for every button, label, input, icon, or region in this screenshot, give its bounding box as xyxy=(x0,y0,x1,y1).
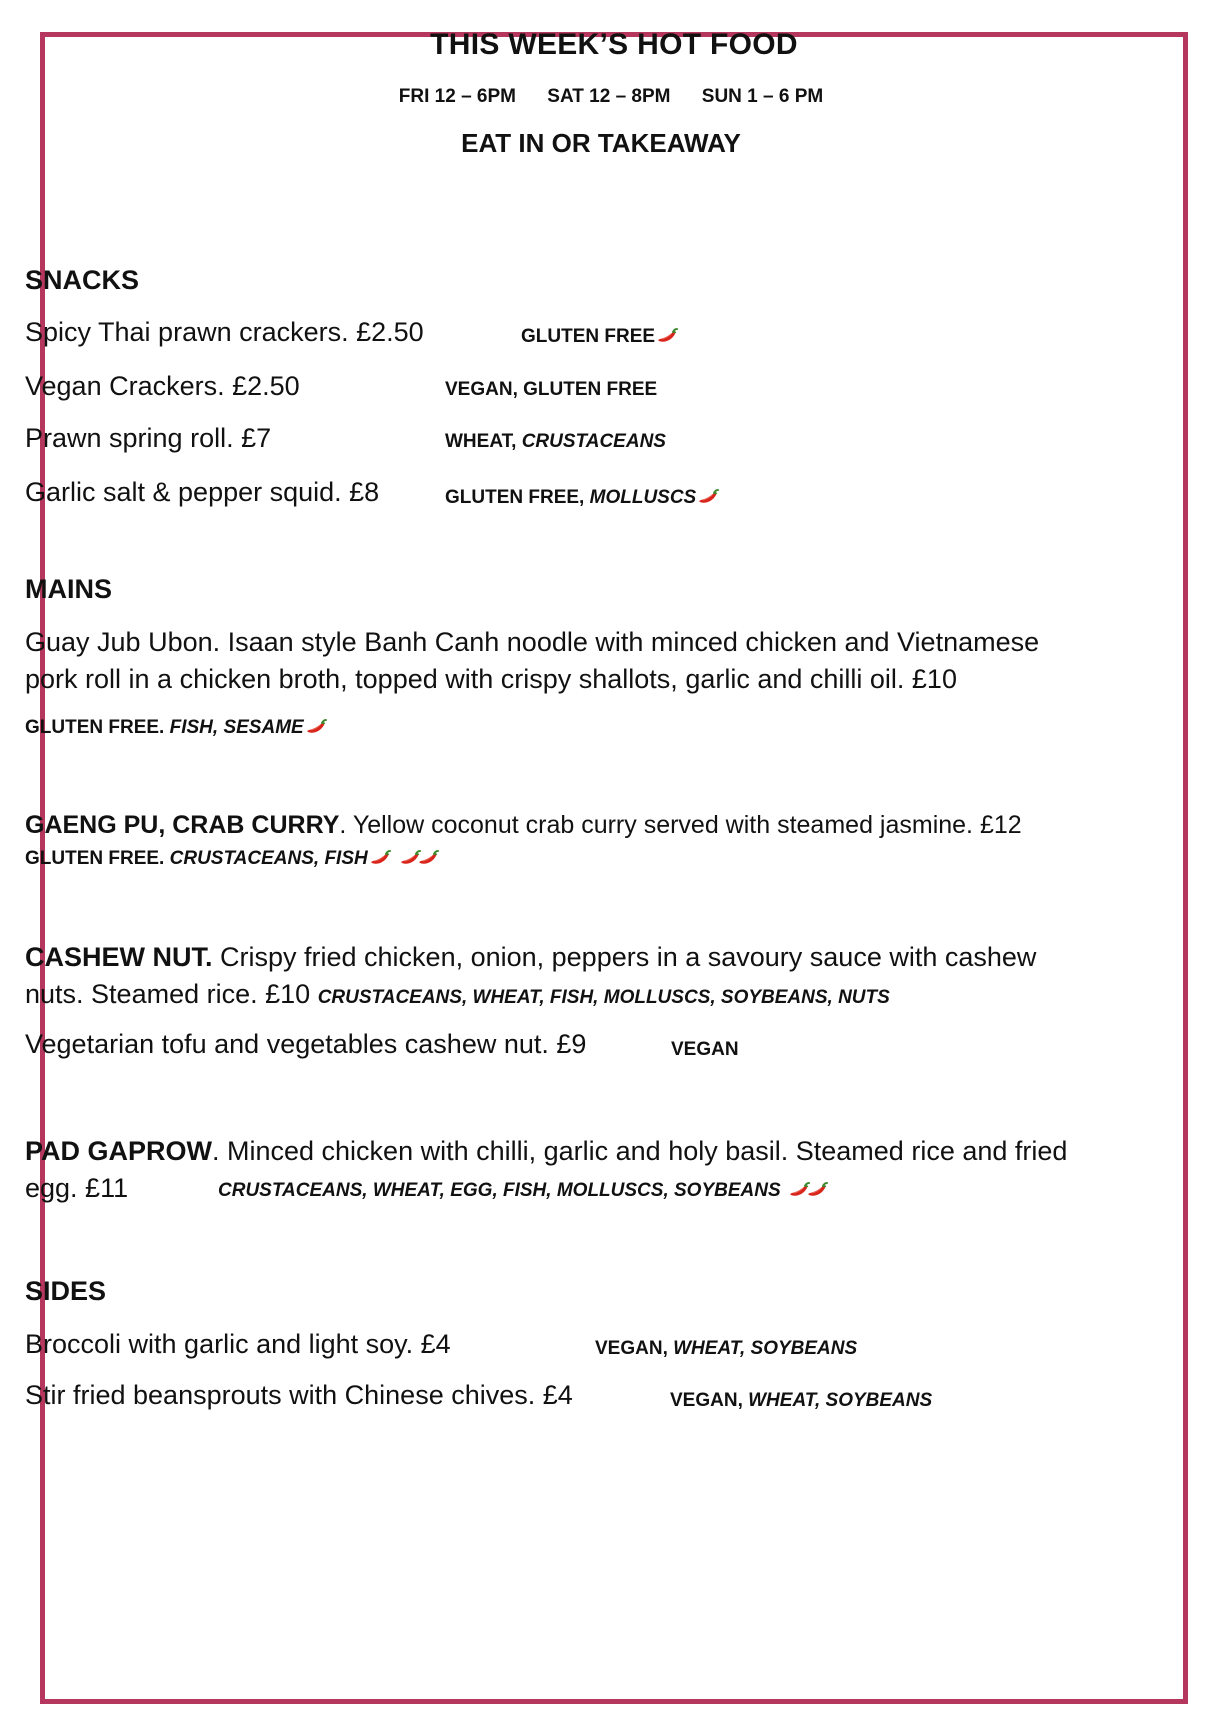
side-item-beansprouts: Stir fried beansprouts with Chinese chives. £4 xyxy=(25,1380,573,1410)
chilli-icon xyxy=(370,850,392,866)
menu-subtitle: EAT IN OR TAKEAWAY xyxy=(461,128,741,158)
main-item-gaeng-pu: GAENG PU, CRAB CURRY. Yellow coconut crab curry served with steamed jasmine. £12 xyxy=(25,811,1022,839)
snack-tags-squid: GLUTEN FREE, MOLLUSCS xyxy=(445,487,720,509)
hours-saturday: SAT 12 – 8PM xyxy=(547,86,671,107)
side-tags-beansprouts: VEGAN, WHEAT, SOYBEANS xyxy=(670,1390,933,1411)
main-tags-guay-jub: GLUTEN FREE. FISH, SESAME xyxy=(25,717,328,739)
side-tags-broccoli: VEGAN, WHEAT, SOYBEANS xyxy=(595,1338,858,1359)
chilli-icon xyxy=(306,719,328,735)
main-item-guay-jub: Guay Jub Ubon. Isaan style Banh Canh noodle with minced chicken and Vietnamese pork roll in a chicken broth, topped with crispy shallots, garlic and chilli oil. £10 xyxy=(25,627,1040,694)
snack-item-spring-roll: Prawn spring roll. £7 xyxy=(25,423,272,453)
main-item-pad-gaprow: PAD GAPROW. Minced chicken with chilli, garlic and holy basil. Steamed rice and fried egg. £11 xyxy=(25,1136,1068,1203)
main-tags-gaeng-pu: GLUTEN FREE. CRUSTACEANS, FISH xyxy=(25,848,440,870)
main-item-cashew-nut: CASHEW NUT. Crispy fried chicken, onion, peppers in a savoury sauce with cashew nuts. Steamed rice. £10 CRUSTACEANS, WHEAT, FISH, MOLLUSCS, SOYBEANS, NUTS xyxy=(25,942,1037,1009)
hours-friday: FRI 12 – 6PM xyxy=(398,86,516,107)
main-item-vegetarian-cashew: Vegetarian tofu and vegetables cashew nut. £9 xyxy=(25,1029,587,1059)
main-tags-vegetarian-cashew: VEGAN xyxy=(671,1039,739,1060)
section-heading-snacks: SNACKS xyxy=(25,265,140,295)
menu-title: THIS WEEK’S HOT FOOD xyxy=(430,28,798,61)
chilli-icon xyxy=(657,328,679,344)
snack-item-vegan-crackers: Vegan Crackers. £2.50 xyxy=(25,371,300,401)
snack-item-prawn-crackers: Spicy Thai prawn crackers. £2.50 xyxy=(25,317,424,347)
chilli-icon xyxy=(698,489,720,505)
hours-sunday: SUN 1 – 6 PM xyxy=(701,86,824,107)
snack-tags-spring-roll: WHEAT, CRUSTACEANS xyxy=(445,431,666,452)
main-tags-pad-gaprow: CRUSTACEANS, WHEAT, EGG, FISH, MOLLUSCS, SOYBEANS xyxy=(218,1180,829,1202)
snack-item-squid: Garlic salt & pepper squid. £8 xyxy=(25,477,380,507)
section-heading-mains: MAINS xyxy=(25,574,112,604)
opening-hours xyxy=(0,86,1228,108)
chilli-icon xyxy=(418,850,440,866)
section-heading-sides: SIDES xyxy=(25,1276,107,1306)
chilli-icon xyxy=(807,1182,829,1198)
snack-tags-vegan-crackers: VEGAN, GLUTEN FREE xyxy=(445,379,658,400)
side-item-broccoli: Broccoli with garlic and light soy. £4 xyxy=(25,1329,451,1359)
snack-tags-prawn-crackers: GLUTEN FREE xyxy=(521,326,679,348)
